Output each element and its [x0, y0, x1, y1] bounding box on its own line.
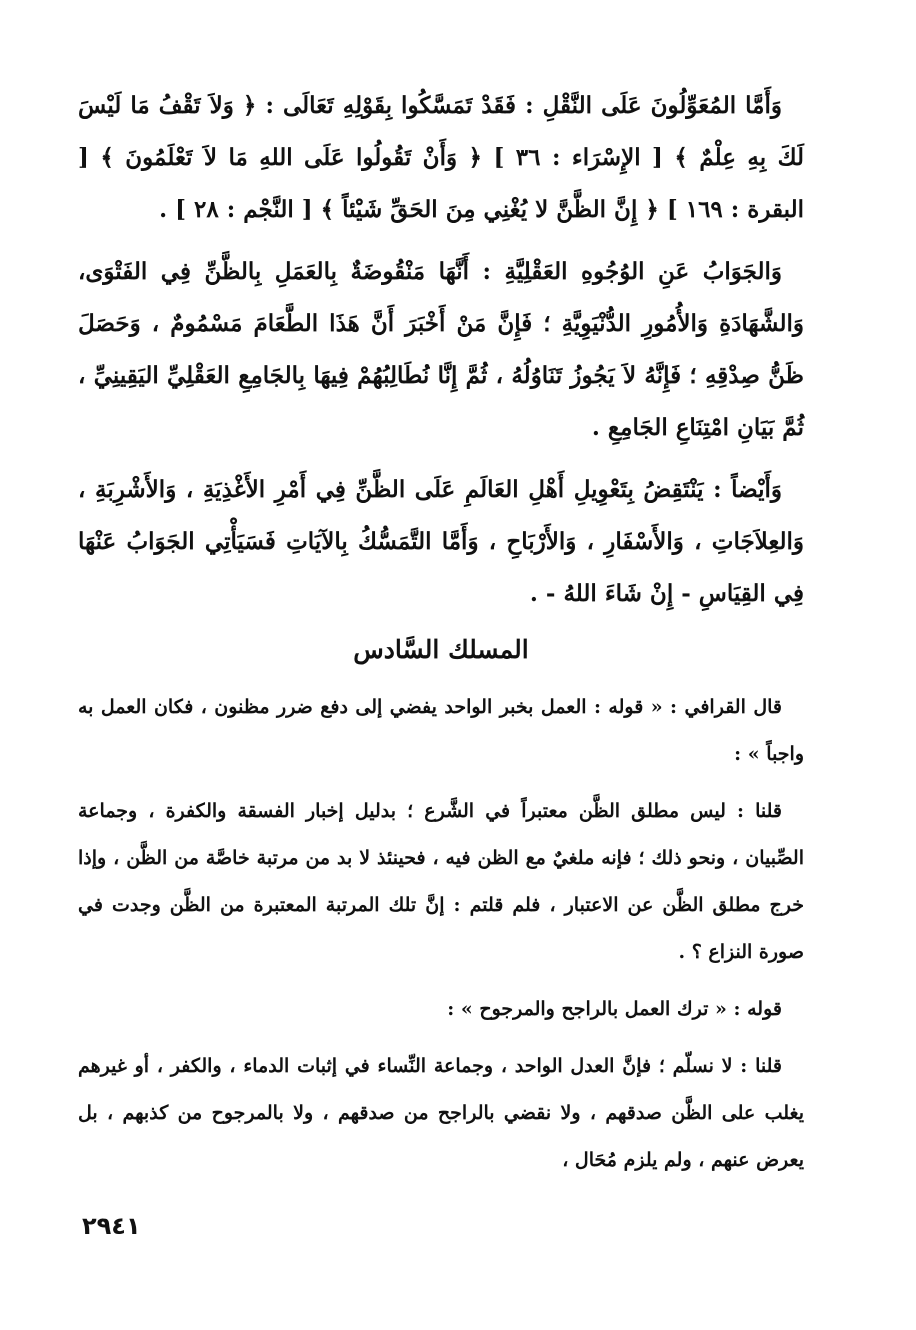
paragraph-quote-2: قوله : « ترك العمل بالراجح والمرجوح » :: [447, 998, 782, 1020]
paragraph-rational-answer: وَالجَوَابُ عَنِ الوُجُوهِ العَقْلِيَّةِ : أَنَّهَا مَنْقُوضَةٌ بِالعَمَلِ بِالظَّنِّ فِي الفَتْوَى، وَالشَّهَادَةِ وَالأُمُورِ الدُّنْيَوِيَّةِ ؛ فَإِنَّ مَنْ أَخْبَرَ أَنَّ هَذَا الطَّعَامَ مَسْمُومٌ ، وَحَصَلَ ظَنُّ صِدْقِهِ ؛ فَإِنَّهُ لاَ يَجُوزُ تَنَاوُلُهُ ، ثُمَّ إِنَّا نُطَالِبُهُمْ فِيهَا بِالجَامِعِ العَقْلِيِّ اليَقِينِيِّ ، ثُمَّ بَيَانِ امْتِنَاعِ الجَامِعِ .: [78, 258, 804, 441]
page-number: ٢٩٤١: [82, 1212, 141, 1240]
paragraph-also: وَأَيْضاً : يَنْتَقِضُ بِتَعْوِيلِ أَهْلِ العَالَمِ عَلَى الظَّنِّ فِي أَمْرِ الأَغْذِيَةِ ، وَالأَشْرِبَةِ ، وَالعِلاَجَاتِ ، وَالأَسْفَارِ ، وَالأَرْبَاحِ ، وَأَمَّا التَّمَسُّكُ بِالآيَاتِ فَسَيَأْتِي الجَوَابُ عَنْهَا فِي القِيَاسِ - إِنْ شَاءَ اللهُ - .: [78, 476, 804, 607]
paragraph-traditionalists: وَأَمَّا المُعَوِّلُونَ عَلَى النَّقْلِ : فَقَدْ تَمَسَّكُوا بِقَوْلِهِ تَعَالَى : ﴿ وَلاَ تَقْفُ مَا لَيْسَ لَكَ بِهِ عِلْمٌ ﴾ [ الإِسْرَاء : ٣٦ ] ﴿ وَأَنْ تَقُولُوا عَلَى اللهِ مَا لاَ تَعْلَمُونَ ﴾ [ البقرة : ١٦٩ ] ﴿ إِنَّ الظَّنَّ لا يُغْنِي مِنَ الحَقِّ شَيْئاً ﴾ [ النَّجْم : ٢٨ ] .: [78, 92, 804, 223]
paragraph-reply-1: قلنا : ليس مطلق الظَّن معتبراً في الشَّرع ؛ بدليل إخبار الفسقة والكفرة ، وجماعة الصِّبيان ، ونحو ذلك ؛ فإنه ملغيٌ مع الظن فيه ، فحينئذ لا بد من مرتبة خاصَّة من الظَّن ، وإذا خرج مطلق الظَّن عن الاعتبار ، فلم قلتم : إنَّ تلك المرتبة المعتبرة من الظَّن وجدت في صورة النزاع ؟ .: [78, 800, 804, 963]
paragraph-reply-2: قلنا : لا نسلّم ؛ فإنَّ العدل الواحد ، وجماعة النِّساء في إثبات الدماء ، والكفر ، أو غيرهم يغلب على الظَّن صدقهم ، ولا نقضي بالراجح من صدقهم ، ولا بالمرجوح من كذبهم ، بل يعرض عنهم ، ولم يلزم مُحَال ،: [78, 1055, 804, 1171]
page-body: [78, 80, 804, 1194]
section-heading: المسلك السَّادس: [353, 635, 529, 664]
paragraph-qarafi: قال القرافي : « قوله : العمل بخبر الواحد يفضي إلى دفع ضرر مظنون ، فكان العمل به واجباً » :: [78, 696, 804, 765]
